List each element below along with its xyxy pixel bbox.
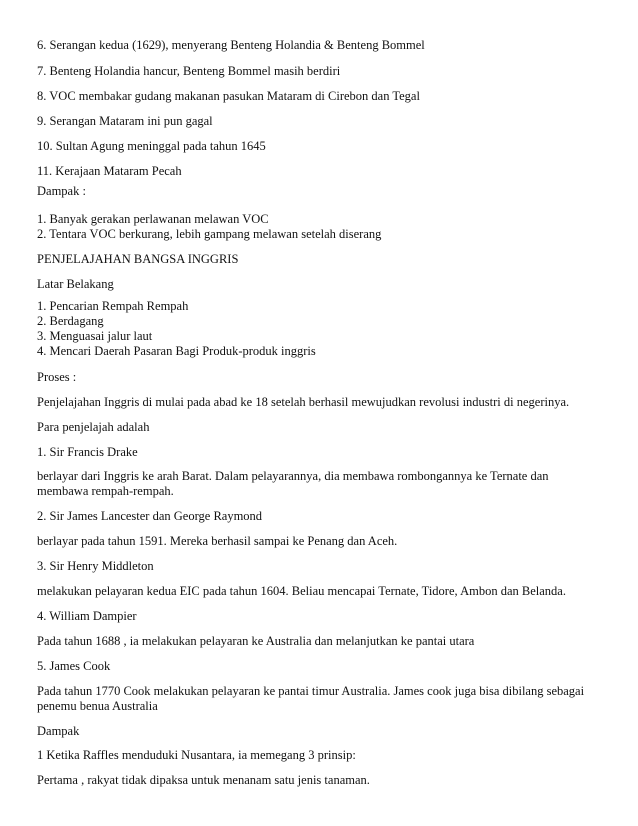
text-line: 6. Serangan kedua (1629), menyerang Benteng Holandia & Benteng Bommel (37, 38, 425, 52)
text-line: Pada tahun 1770 Cook melakukan pelayaran ke pantai timur Australia. James cook juga bisa dibilang sebagai (37, 684, 585, 698)
text-line: 4. William Dampier (37, 609, 137, 623)
text-line: 9. Serangan Mataram ini pun gagal (37, 114, 213, 128)
text-line: 1 Ketika Raffles menduduki Nusantara, ia memegang 3 prinsip: (37, 748, 356, 762)
text-line: Penjelajahan Inggris di mulai pada abad ke 18 setelah berhasil mewujudkan revolusi industri di negerinya. (37, 395, 570, 409)
list-item: 1. Pencarian Rempah Rempah (37, 299, 189, 313)
text-line: Proses : (37, 370, 77, 384)
list-item: 4. Mencari Daerah Pasaran Bagi Produk-produk inggris (37, 344, 316, 358)
list-item: 1. Banyak gerakan perlawanan melawan VOC (37, 212, 269, 226)
text-line: 5. James Cook (37, 659, 111, 673)
list-item: 2. Berdagang (37, 314, 104, 328)
list-item: 2. Tentara VOC berkurang, lebih gampang melawan setelah diserang (37, 227, 382, 241)
text-line: berlayar dari Inggris ke arah Barat. Dalam pelayarannya, dia membawa rombongannya ke Ternate dan (37, 469, 549, 483)
text-line: 8. VOC membakar gudang makanan pasukan Mataram di Cirebon dan Tegal (37, 89, 420, 103)
text-line: penemu benua Australia (37, 699, 158, 713)
text-line: membawa rempah-rempah. (37, 484, 174, 498)
text-line: 2. Sir James Lancester dan George Raymond (37, 509, 263, 523)
text-line: 11. Kerajaan Mataram Pecah (37, 164, 182, 178)
text-line: 7. Benteng Holandia hancur, Benteng Bommel masih berdiri (37, 64, 341, 78)
section-heading: PENJELAJAHAN BANGSA INGGRIS (37, 252, 239, 266)
text-line: 10. Sultan Agung meninggal pada tahun 1645 (37, 139, 266, 153)
text-line: berlayar pada tahun 1591. Mereka berhasil sampai ke Penang dan Aceh. (37, 534, 398, 548)
text-line: Pertama , rakyat tidak dipaksa untuk menanam satu jenis tanaman. (37, 773, 370, 787)
text-line: melakukan pelayaran kedua EIC pada tahun 1604. Beliau mencapai Ternate, Tidore, Ambon dan Belanda. (37, 584, 566, 598)
text-line: Latar Belakang (37, 277, 114, 291)
text-line: Dampak (37, 724, 80, 738)
text-line: 1. Sir Francis Drake (37, 445, 138, 459)
text-line: Dampak : (37, 184, 86, 198)
text-line: 3. Sir Henry Middleton (37, 559, 154, 573)
text-line: Pada tahun 1688 , ia melakukan pelayaran ke Australia dan melanjutkan ke pantai utara (37, 634, 475, 648)
text-line: Para penjelajah adalah (37, 420, 150, 434)
list-item: 3. Menguasai jalur laut (37, 329, 153, 343)
